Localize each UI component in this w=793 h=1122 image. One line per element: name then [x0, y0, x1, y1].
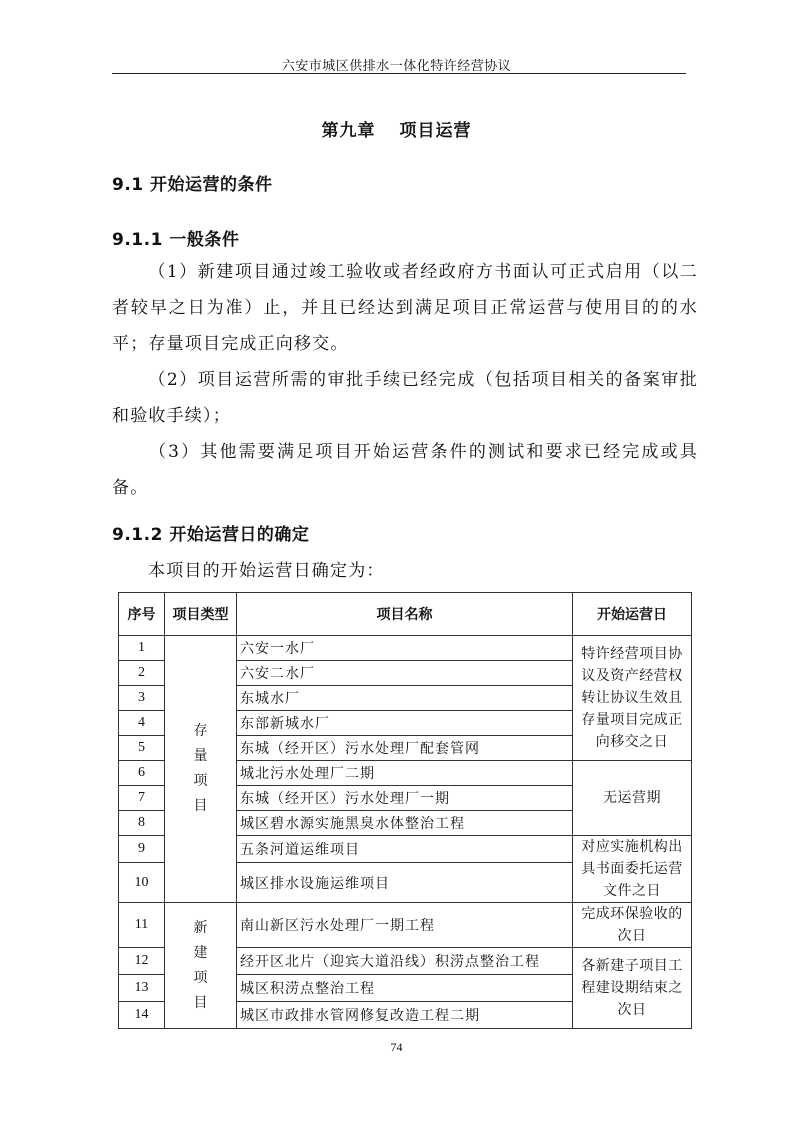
row-name: 城区排水设施运维项目: [237, 863, 573, 903]
row-name: 城区市政排水管网修复改造工程二期: [237, 1002, 573, 1029]
condition-paragraph-2: [112, 362, 698, 434]
row-no: 7: [119, 786, 165, 811]
section-9-1-heading: 9.1 开始运营的条件: [112, 175, 273, 195]
row-name: 南山新区污水处理厂一期工程: [237, 903, 573, 948]
start-date-existing: 特许经营项目协议及资产经营权转让协议生效且存量项目完成正向移交之日: [573, 636, 692, 761]
row-name: 东部新城水厂: [237, 711, 573, 736]
start-date-new-construction: 各新建子项目工程建设期结束之次日: [573, 948, 692, 1029]
condition-paragraph-1: [112, 254, 698, 362]
type-char: 新: [193, 919, 208, 936]
type-char: 存: [193, 723, 208, 739]
chapter-title: [0, 116, 793, 141]
header-rule: [112, 73, 686, 74]
section-9-1-2-intro: 本项目的开始运营日确定为：: [148, 561, 385, 581]
row-no: 1: [119, 636, 165, 661]
type-existing: [165, 636, 237, 903]
type-new: [165, 903, 237, 1029]
type-char: 目: [193, 994, 208, 1011]
row-name: 东城（经开区）污水处理厂一期: [237, 786, 573, 811]
type-char: 量: [193, 748, 208, 764]
table-row: [119, 903, 692, 948]
type-char: 建: [193, 944, 208, 961]
table-row: [119, 636, 692, 661]
row-no: 11: [119, 903, 165, 948]
condition-text-1: （1）新建项目通过竣工验收或者经政府方书面认可正式启用（以二者较早之日为准）止，并且已经达到满足项目正常运营与使用目的的水平；存量项目完成正向移交。: [112, 262, 698, 354]
row-name: 五条河道运维项目: [237, 836, 573, 863]
row-no: 5: [119, 736, 165, 761]
row-no: 3: [119, 686, 165, 711]
chapter-name: 项目运营: [399, 121, 472, 141]
row-no: 12: [119, 948, 165, 975]
row-name: 城区积涝点整治工程: [237, 975, 573, 1002]
chapter-number: 第九章: [321, 121, 376, 141]
row-name: 经开区北片（迎宾大道沿线）积涝点整治工程: [237, 948, 573, 975]
row-no: 2: [119, 661, 165, 686]
row-no: 8: [119, 811, 165, 836]
header-name: 项目名称: [237, 593, 573, 636]
row-no: 13: [119, 975, 165, 1002]
header-no: 序号: [119, 593, 165, 636]
header-type: 项目类型: [165, 593, 237, 636]
condition-text-2: （2）项目运营所需的审批手续已经完成（包括项目相关的备案审批和验收手续）；: [112, 370, 698, 426]
row-name: 东城水厂: [237, 686, 573, 711]
section-9-1-2-heading: 9.1.2 开始运营日的确定: [112, 525, 310, 545]
start-date-none: 无运营期: [573, 761, 692, 836]
row-no: 4: [119, 711, 165, 736]
row-no: 9: [119, 836, 165, 863]
section-9-1-1-heading: 9.1.1 一般条件: [112, 230, 240, 250]
start-date-table: [118, 592, 692, 1029]
table-header-row: [119, 593, 692, 636]
start-date-environmental: 完成环保验收的次日: [573, 903, 692, 948]
condition-paragraph-3: [112, 434, 698, 506]
page-number: 74: [390, 1040, 403, 1054]
row-name: 东城（经开区）污水处理厂配套管网: [237, 736, 573, 761]
running-header: 六安市城区供排水一体化特许经营协议: [281, 59, 512, 74]
row-name: 六安一水厂: [237, 636, 573, 661]
row-name: 城区碧水源实施黑臭水体整治工程: [237, 811, 573, 836]
header-start-date: 开始运营日: [573, 593, 692, 636]
type-char: 项: [193, 773, 208, 789]
row-name: 六安二水厂: [237, 661, 573, 686]
row-name: 城北污水处理厂二期: [237, 761, 573, 786]
type-char: 目: [193, 798, 208, 814]
type-char: 项: [193, 969, 208, 986]
row-no: 14: [119, 1002, 165, 1029]
start-date-commissioned: 对应实施机构出具书面委托运营文件之日: [573, 836, 692, 903]
row-no: 10: [119, 863, 165, 903]
condition-text-3: （3）其他需要满足项目开始运营条件的测试和要求已经完成或具备。: [112, 442, 698, 498]
row-no: 6: [119, 761, 165, 786]
